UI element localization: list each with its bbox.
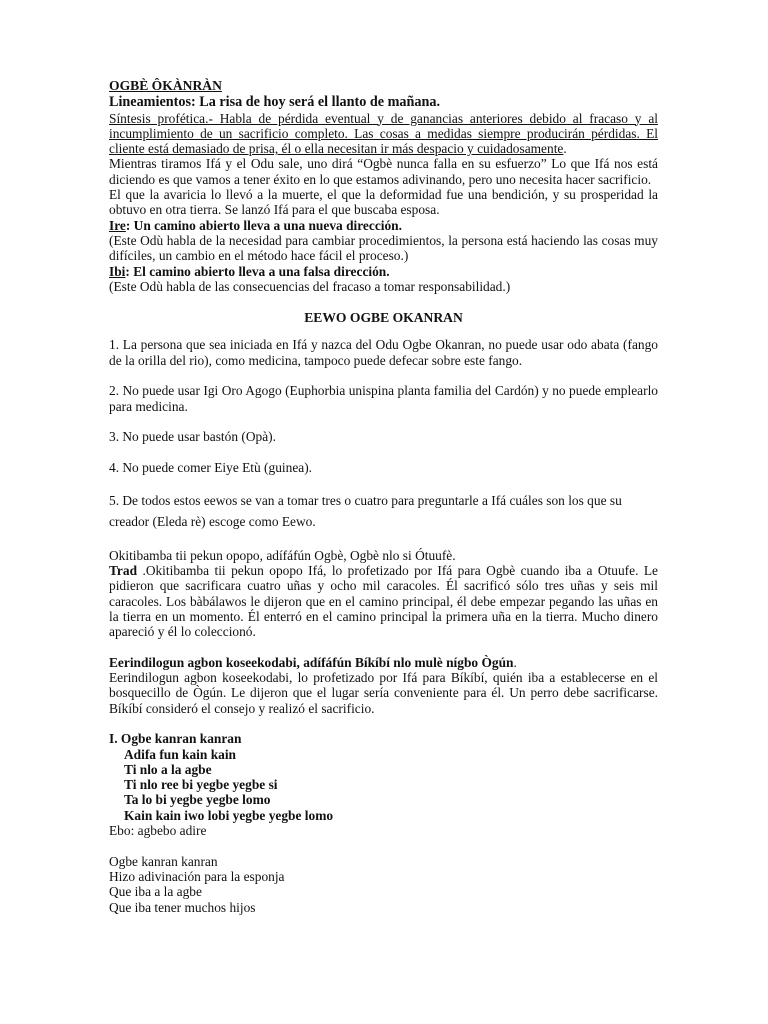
okitibamba-line: Okitibamba tii pekun opopo, adífáfún Ogbè, Ogbè nlo si Ótuufè. — [109, 547, 456, 563]
eewo-item-3: 3. No puede usar bastón (Opà). — [109, 429, 276, 445]
translation-line-1: Ogbe kanran kanran — [109, 853, 218, 869]
verse-line-3: Ti nlo a la agbe — [124, 761, 212, 777]
eewo-item-1: 1. La persona que sea iniciada en Ifá y nazca del Odu Ogbe Okanran, no puede usar odo abata (fango de la orilla del rio), como medicina, tampoco puede defecar sobre este fango. — [109, 337, 658, 368]
ire-text: : Un camino abierto lleva a una nueva dirección. — [125, 217, 402, 233]
translation-line-4: Que iba tener muchos hijos — [109, 899, 256, 915]
lineamientos: Lineamientos: La risa de hoy será el llanto de mañana. — [109, 94, 441, 111]
verse-line-2: Adifa fun kain kain — [124, 746, 237, 762]
translation-line-2: Hizo adivinación para la esponja — [109, 868, 285, 884]
paragraph-2: El que la avaricia lo llevó a la muerte, el que la deformidad fue una bendición, y su prosperidad la obtuvo en otra tierra. Se lanzó Ifá para el que buscaba esposa. — [109, 187, 658, 218]
translation-line-3: Que iba a la agbe — [109, 884, 202, 900]
eewo-item-4: 4. No puede comer Eiye Etù (guinea). — [109, 459, 313, 475]
ibi-line — [109, 264, 658, 279]
eewo-item-5: 5. De todos estos eewos se van a tomar tres o cuatro para preguntarle a Ifá cuáles son los que su creador (Eleda rè) escoge como Eewo. — [109, 493, 622, 530]
trad-label: Trad — [109, 563, 138, 579]
verse-line-4: Ti nlo ree bi yegbe yegbe si — [124, 777, 278, 793]
sintesis-text: Síntesis profética.- Habla de pérdida eventual y de ganancias anteriores debido al fracaso y al incumplimiento de un sacrificio completo. Las cosas a medidas siempre producirán pérdidas. El cliente está demasiado de prisa, él o ella necesitan ir más despacio y cuidadosamente — [109, 110, 658, 157]
document-title: OGBÈ ÔKÀNRÀN — [109, 78, 222, 93]
eerindilogun-title-text: Eerindilogun agbon koseekodabi, adífáfún Bíkíbí nlo mulè nígbo Ògún — [109, 654, 514, 670]
trad-paragraph — [109, 563, 658, 639]
eewo-item-2: 2. No puede usar Igi Oro Agogo (Euphorbia unispina planta familia del Cardón) y no puede emplearlo para medicina. — [109, 383, 658, 414]
eewo-heading: EEWO OGBE OKANRAN — [304, 310, 463, 326]
ibi-note: (Este Odù habla de las consecuencias del fracaso a tomar responsabilidad.) — [109, 278, 511, 294]
eerindilogun-title-period: . — [513, 654, 517, 670]
ire-label: Ire — [109, 217, 126, 233]
ire-line — [109, 218, 658, 233]
ibi-text: : El camino abierto lleva a una falsa dirección. — [125, 263, 390, 279]
ibi-label: Ibi — [109, 263, 126, 279]
verse-line-5: Ta lo bi yegbe yegbe lomo — [124, 792, 271, 808]
ebo-line: Ebo: agbebo adire — [109, 823, 207, 839]
sintesis-period: . — [563, 141, 567, 157]
verse-line-6: Kain kain iwo lobi yegbe yegbe lomo — [124, 807, 334, 823]
sintesis-paragraph — [109, 111, 658, 157]
eerindilogun-title — [109, 655, 658, 670]
verse-line-1: I. Ogbe kanran kanran — [109, 731, 242, 747]
trad-text: .Okitibamba tii pekun opopo Ifá, lo profetizado por Ifá para Ogbè cuando iba a Otuufe. Le pidieron que sacrificara cuatro uñas y ocho mil caracoles. Él sacrificó sólo tres uñas y seis mil caracoles. Los bàbálawos le dijeron que en el camino principal, él debe empezar pegando las uñas en la tierra en un momento. Él enterró en el camino principal la primera uña en la tierra. Mucho dinero apareció y él lo coleccionó. — [109, 563, 658, 640]
paragraph-1: Mientras tiramos Ifá y el Odu sale, uno dirá “Ogbè nunca falla en su esfuerzo” Lo que Ifá nos está diciendo es que vamos a tener éxito en lo que estamos adivinando, pero uno necesita hacer sacrificio. — [109, 156, 658, 187]
ire-note: (Este Odù habla de la necesidad para cambiar procedimientos, la persona está haciendo las cosas muy difíciles, un cambio en el método hace fácil el proceso.) — [109, 232, 658, 264]
eerindilogun-text: Eerindilogun agbon koseekodabi, lo profetizado por Ifá para Bíkíbí, quién iba a establecerse en el bosquecillo de Ògún. Le dijeron que el lugar sería conveniente para él. Un perro debe sacrificarse. Bíkíbí consideró el consejo y realizó el sacrificio. — [109, 670, 658, 716]
